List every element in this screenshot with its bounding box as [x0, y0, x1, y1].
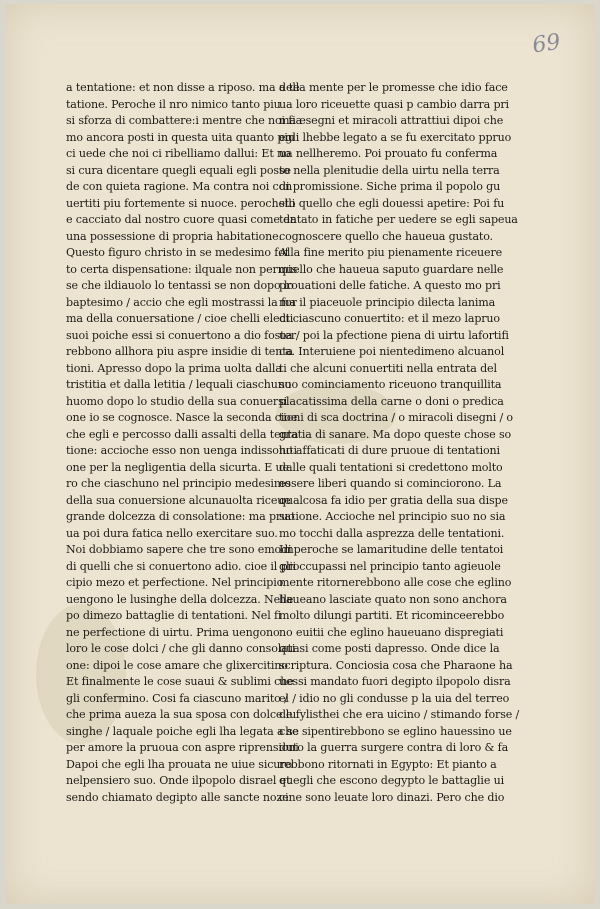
text-line: loro le cose dolci / che gli danno consolati [66, 642, 296, 655]
text-line: el / idio no gli condusse p la uia del terreo [279, 691, 510, 705]
text-line: ro che ciaschuno nel principio medesimo [66, 477, 291, 490]
text-line: sto quello che egli douessi apetire: Poi fu [279, 196, 505, 210]
text-line: ua nellheremo. Poi prouato fu conferma [279, 147, 498, 160]
text-line: quello che haueua saputo guardare nelle [279, 262, 504, 276]
text-line: della sua conuersione alcunauolta riceue [66, 493, 291, 507]
left-text-column [66, 80, 303, 806]
text-line: a tentatione: et non disse a riposo. ma a te [66, 81, 300, 94]
text-line: di ciascuno conuertito: et il mezo lapruo [279, 312, 500, 325]
text-line: essere liberi quando si cominciorono. La [279, 477, 502, 490]
folio-number: 69 [530, 29, 563, 59]
text-line: ne perfectione di uirtu. Prima uengono [66, 625, 280, 639]
text-line: gratia di sanare. Ma dopo queste chose so [279, 427, 512, 441]
text-line: uengono le lusinghe della dolcezza. Nelle [66, 592, 294, 606]
text-line: satione. Accioche nel principio suo no sia [279, 510, 506, 523]
text-line: gli confermino. Cosi fa ciascuno marito / [66, 691, 288, 705]
text-line: nelpensiero suo. Onde ilpopolo disrael et [66, 774, 291, 787]
text-line: dalle quali tentationi si credettono molto [279, 460, 503, 474]
text-line: mo tocchi dalla asprezza delle tentationi. [279, 526, 505, 540]
text-line: baptesimo / accio che egli mostrassi la for [66, 295, 297, 309]
text-line: duto la guerra surgere contra di loro & fa [279, 741, 509, 754]
text-line: che sipentirebbono se eglino hauessino ue [279, 724, 512, 738]
text-line: haueano lasciate quato non sono anchora [279, 592, 507, 606]
text-line: one io se cognosce. Nasce la seconda cioe [66, 411, 298, 424]
right-text-column [279, 80, 520, 806]
text-line: tioni di sca doctrina / o miracoli disegni / o [279, 411, 513, 424]
text-line: che prima aueza la sua sposa con dolce lu [66, 708, 297, 721]
text-line: della mente per le promesse che idio face [279, 81, 508, 94]
text-line: rebbono ritornati in Egypto: Et pianto a [279, 757, 497, 771]
text-line: ca. Interuiene poi nientedimeno alcuanol [279, 345, 505, 358]
text-line: ti che alcuni conuertiti nella entrata del [279, 361, 497, 375]
text-line: singhe / laquale poiche egli lha legata a se [66, 724, 299, 738]
text-line: Noi dobbiamo sapere che tre sono emodi [66, 543, 292, 556]
text-line: ma esegni et miracoli attrattiui dipoi che [279, 114, 504, 127]
text-line: quegli che escono degypto le battaglie ui [279, 774, 505, 787]
text-line: Alla fine merito piu pienamente riceuere [279, 246, 503, 259]
text-line: di promissione. Siche prima il popolo gu [279, 180, 501, 193]
manuscript-page [6, 4, 594, 904]
text-line: tione: accioche esso non uenga indissoluti [66, 444, 297, 457]
text-line: cognoscere quello che haueua gustato. [279, 229, 493, 243]
text-line: tatione. Peroche il nro nimico tanto piu [66, 97, 281, 111]
text-line: quasi come posti dapresso. Onde dice la [279, 642, 500, 655]
text-line: sendo chiamato degipto alle sancte noze [66, 790, 289, 804]
text-line: se che ildiauolo lo tentassi se non dopo lo [66, 279, 294, 292]
text-line: mo ancora posti in questa uita quanto piu [66, 130, 295, 144]
text-line: ua poi dura fatica nello exercitare suo. [66, 526, 278, 540]
text-line: che egli e percosso dalli assalti della tenta [66, 427, 299, 441]
text-line: tristitia et dalla letitia / lequali ciaschuno [66, 378, 292, 391]
text-line: una possessione di propria habitatione. [66, 229, 282, 243]
text-line: molto dilungi partiti. Et ricominceerebbo [279, 609, 505, 622]
text-line: uessi mandato fuori degipto ilpopolo disra [279, 675, 511, 688]
text-line: cipio mezo et perfectione. Nel principio [66, 576, 284, 589]
text-line: po dimezo battaglie di tentationi. Nel fi [66, 609, 282, 622]
text-line: one: dipoi le cose amare che glixercitino [66, 658, 288, 672]
text-line: di quelli che si conuertono adio. cioe il pri [66, 559, 297, 573]
text-line: tioni. Apresso dopo la prima uolta dalla [66, 361, 282, 375]
text-line: rebbono allhora piu aspre insidie di tenta [66, 345, 293, 358]
text-line: tentato in fatiche per uedere se egli sapeua [279, 213, 518, 226]
text-line: ua / poi la pfectione piena di uirtu lafortifi [279, 328, 509, 342]
text-line: de con quieta ragione. Ma contra noi con [66, 180, 293, 193]
text-line: no affaticati di dure pruoue di tentationi [279, 444, 500, 457]
text-line: per amore la pruoua con aspre riprensioni [66, 741, 299, 754]
text-line: e cacciato dal nostro cuore quasi come da [66, 213, 297, 226]
text-line: ma il piaceuole principio dilecta lanima [279, 295, 496, 309]
text-line: grande dolcezza di consolatione: ma pruo [66, 510, 295, 523]
text-line: ua loro riceuette quasi p cambio darra pri [279, 97, 509, 111]
text-line: ma della conuersatione / cioe chelli electi [66, 312, 294, 325]
text-line: si cura dicentare quegli equali egli posse [66, 163, 291, 177]
text-line: qualcosa fa idio per gratia della sua dispe [279, 493, 508, 507]
text-line: Imperoche se lamaritudine delle tentatoi [279, 543, 504, 556]
text-line: suo cominciamento riceuono tranquillita [279, 378, 502, 391]
text-line: Et finalmente le cose suaui & sublimi che [66, 675, 294, 688]
text-line: mente ritornerebbono alle cose che eglino [279, 576, 512, 589]
text-line: de fylisthei che era uicino / stimando forse / [279, 708, 520, 721]
text-line: ci uede che noi ci ribelliamo dallui: Et no [66, 147, 291, 160]
text-line: si sforza di combattere:i mentre che noi fia [66, 114, 303, 127]
text-line: placatissima della carne o doni o predica [279, 394, 504, 408]
text-line: Questo figuro christo in se medesimo fot [66, 246, 290, 259]
text-line: egli lhebbe legato a se fu exercitato ppruo [279, 130, 512, 144]
text-line: prouationi delle fatiche. A questo mo pri [279, 279, 501, 292]
text-line: Dapoi che egli lha prouata ne uiue sicuro [66, 757, 292, 771]
text-line: to certa dispensatione: ilquale non permis [66, 262, 297, 276]
text-line: no euitii che eglino haueuano dispregiati [279, 625, 504, 639]
text-line: scriptura. Conciosia cosa che Pharaone ha [279, 658, 513, 672]
text-line: cine sono leuate loro dinazi. Pero che dio [279, 790, 505, 804]
text-line: huomo dopo lo studio della sua conuersi [66, 394, 288, 408]
text-line: glioccupassi nel principio tanto agieuole [279, 559, 501, 573]
text-line: uertiti piu fortemente si nuoce. perochelli [66, 196, 296, 210]
text-line: one per la negligentia della sicurta. E ue [66, 460, 289, 474]
text-line: to nella plenitudie della uirtu nella terra [279, 163, 500, 177]
text-line: suoi poiche essi si conuertono a dio foster [66, 328, 297, 342]
